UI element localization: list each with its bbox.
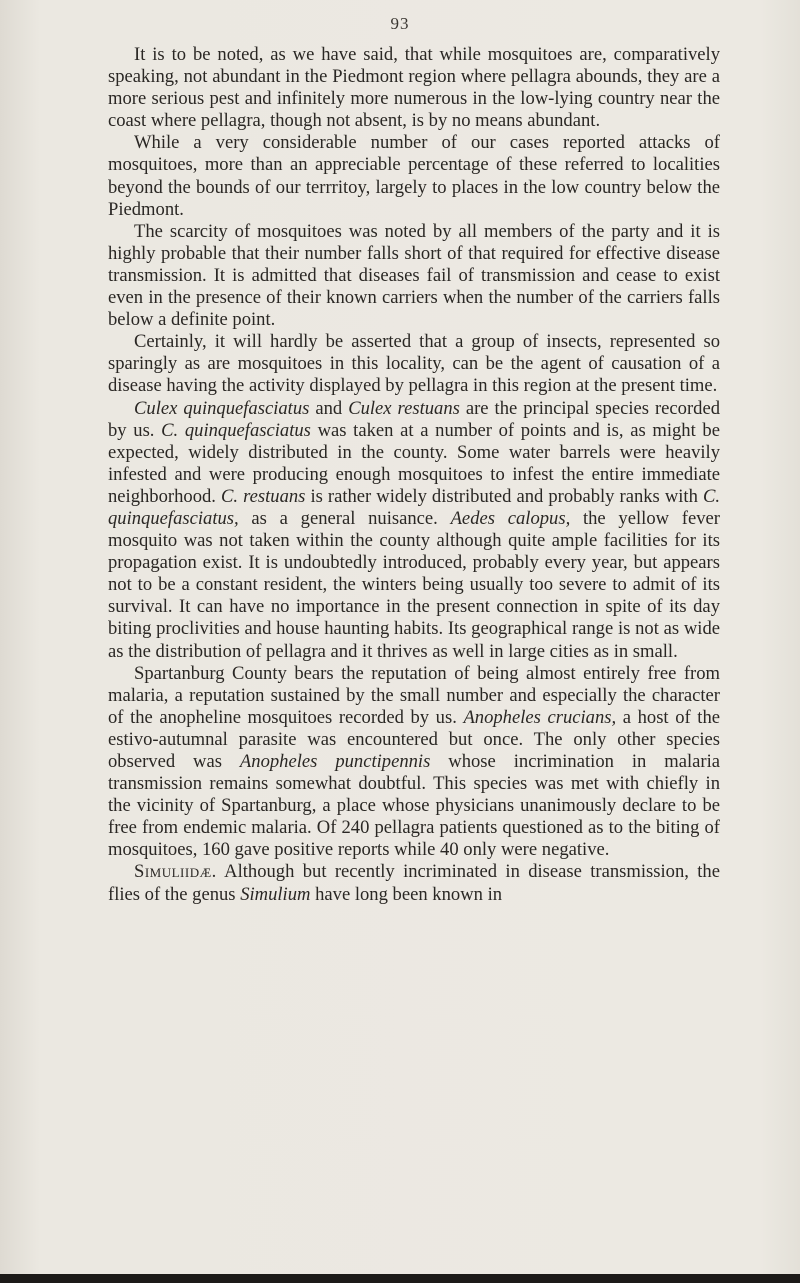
paragraph bbox=[108, 221, 720, 331]
text-run: have long been known in bbox=[310, 883, 503, 905]
text-run: Certainly, it will hardly be asserted that a group of insects, represented so sparingly as are mosquitoes in this locality, can be the agent of causation of a disease having the activity displayed by pellagra in this region at the present time. bbox=[108, 331, 720, 397]
text-run: Although but recently incriminated in disease transmission, the flies of the genus bbox=[108, 861, 720, 905]
paragraph bbox=[108, 398, 720, 663]
species-name: Anopheles punctipennis bbox=[239, 751, 431, 772]
species-name: C. quinquefasciatus, bbox=[108, 485, 720, 529]
paragraph bbox=[108, 663, 720, 862]
paragraph bbox=[108, 331, 720, 397]
text-run: is rather widely distributed and probably ranks with bbox=[305, 485, 703, 507]
species-name: Aedes calopus, bbox=[450, 507, 571, 529]
species-name: Simulium bbox=[240, 883, 311, 905]
text-run: was taken at a number of points and is, as might be expected, widely distributed in the county. Some water barrels were heavily infested and were producing enough mosquitoes to infest the entire immediate neighborhood. bbox=[108, 419, 720, 507]
species-name: Culex quinquefasciatus bbox=[134, 397, 310, 419]
species-name: Anopheles crucians, bbox=[463, 706, 617, 728]
text-run: The scarcity of mosquitoes was noted by all members of the party and it is highly probable that their number falls short of that required for effective disease transmission. It is admitted that diseases fail of transmission and cease to exist even in the presence of their known carriers when the number of the carriers falls below a definite point. bbox=[108, 220, 720, 331]
text-run: are the principal species recorded by us. bbox=[108, 397, 720, 441]
text-run: as a general nuisance. bbox=[238, 507, 451, 529]
body-text bbox=[108, 44, 720, 906]
paragraph bbox=[108, 861, 720, 905]
text-run: a host of the estivo-autumnal parasite was encountered but once. The only other species observed was bbox=[108, 706, 720, 772]
species-name: Culex restuans bbox=[348, 397, 460, 419]
text-run: and bbox=[309, 397, 349, 419]
text-run: whose incrimination in malaria transmission remains somewhat doubtful. This species was met with chiefly in the vicinity of Spartanburg, a place whose physicians unanimously declare to be free from endemic malaria. Of 240 pellagra patients questioned as to the biting of mosquitoes, 160 gave positive reports while 40 only were negative. bbox=[108, 751, 720, 861]
paragraph bbox=[108, 132, 720, 220]
species-name: C. restuans bbox=[220, 485, 306, 507]
text-run: Spartanburg County bears the reputation of being almost entirely free from malaria, a reputation sustained by the small number and especially the character of the anopheline mosquitoes recorded by us. bbox=[108, 662, 720, 728]
page-number: 93 bbox=[390, 14, 410, 33]
text-run: the yellow fever mosquito was not taken within the county although quite ample facilities for its propagation exist. It is undoubtedly introduced, probably every year, but appears not to be a constant resident, the winters being usually too severe to admit of its survival. It can have no importance in the present connection in spite of its day biting proclivities and house haunting habits. Its geographical range is not as wide as the distribution of pellagra and it thrives as well in large cities as in small. bbox=[108, 507, 720, 662]
species-name: C. quinquefasciatus bbox=[161, 419, 311, 441]
scan-bottom-edge bbox=[0, 1274, 800, 1283]
text-run: It is to be noted, as we have said, that while mosquitoes are, comparatively speaking, not abundant in the Piedmont region where pellagra abounds, they are a more serious pest and infinitely more numerous in the low-lying country near the coast where pellagra, though not absent, is by no means abundant. bbox=[108, 44, 720, 132]
text-run: While a very considerable number of our cases reported attacks of mosquitoes, more than an appreciable percentage of these referred to localities beyond the bounds of our terrritoy, largely to places in the low country below the Piedmont. bbox=[108, 132, 720, 220]
section-heading: Simuliidæ. bbox=[134, 861, 217, 883]
paragraph bbox=[108, 44, 720, 132]
